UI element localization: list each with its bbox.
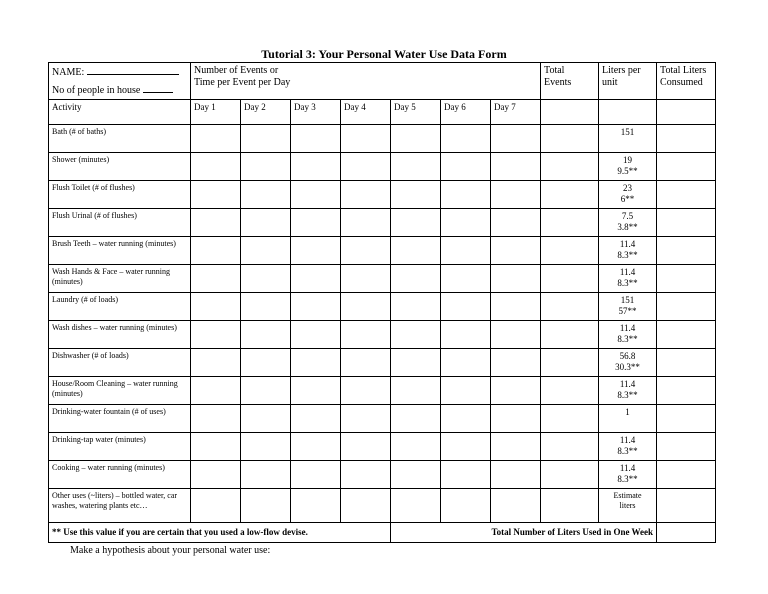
day-entry-cell[interactable]: [441, 461, 491, 489]
day-entry-cell[interactable]: [441, 349, 491, 377]
day-entry-cell[interactable]: [191, 321, 241, 349]
day-entry-cell[interactable]: [241, 181, 291, 209]
liters-per-unit-cell: [599, 489, 657, 523]
day-entry-cell[interactable]: [491, 405, 541, 433]
day-entry-cell[interactable]: [241, 265, 291, 293]
total-liters-cell[interactable]: [657, 433, 716, 461]
day-entry-cell[interactable]: [241, 489, 291, 523]
total-events-header: [541, 63, 599, 100]
low-flow-value: 8.3**: [617, 250, 638, 260]
day-header: Day 3: [291, 100, 341, 125]
day-entry-cell[interactable]: [341, 349, 391, 377]
liters-per-unit-cell: [599, 265, 657, 293]
day-entry-cell[interactable]: [241, 237, 291, 265]
day-entry-cell[interactable]: [391, 153, 441, 181]
day-entry-cell[interactable]: [191, 209, 241, 237]
day-entry-cell[interactable]: [241, 293, 291, 321]
liters-value: 11.4: [619, 267, 636, 277]
table-row: [49, 433, 716, 461]
header-row: [49, 63, 716, 100]
total-liters-cell[interactable]: [657, 265, 716, 293]
table-row: [49, 349, 716, 377]
day-entry-cell[interactable]: [291, 237, 341, 265]
activity-cell: Drinking-water fountain (# of uses): [49, 405, 191, 433]
total-liters-cell[interactable]: [657, 349, 716, 377]
day-header: Day 2: [241, 100, 291, 125]
day-entry-cell[interactable]: [391, 321, 441, 349]
day-entry-cell[interactable]: [341, 293, 391, 321]
footer-row: [49, 523, 716, 543]
events-header: [191, 63, 541, 100]
day-entry-cell[interactable]: [191, 405, 241, 433]
low-flow-value: liters: [619, 501, 636, 510]
total-liters-cell[interactable]: [657, 181, 716, 209]
day-entry-cell[interactable]: [441, 125, 491, 153]
column-header-row: [49, 100, 716, 125]
total-liters-line1: Total Liters: [660, 65, 707, 76]
total-events-cell[interactable]: [541, 125, 599, 153]
day-entry-cell[interactable]: [491, 125, 541, 153]
day-entry-cell[interactable]: [191, 153, 241, 181]
day-entry-cell[interactable]: [491, 461, 541, 489]
day-entry-cell[interactable]: [291, 153, 341, 181]
total-liters-line2: Consumed: [660, 77, 703, 88]
low-flow-value: 8.3**: [617, 334, 638, 344]
day-entry-cell[interactable]: [491, 237, 541, 265]
liters-per-unit-cell: [599, 153, 657, 181]
day-entry-cell[interactable]: [441, 377, 491, 405]
day-entry-cell[interactable]: [341, 237, 391, 265]
liters-unit-line2: unit: [602, 77, 618, 88]
day-entry-cell[interactable]: [391, 433, 441, 461]
total-liters-cell[interactable]: [657, 321, 716, 349]
day-entry-cell[interactable]: [241, 461, 291, 489]
activity-cell: Other uses (~liters) – bottled water, car washes, watering plants etc…: [49, 489, 191, 523]
day-entry-cell[interactable]: [491, 293, 541, 321]
events-header-line2: Time per Event per Day: [194, 77, 291, 88]
day-entry-cell[interactable]: [191, 349, 241, 377]
activity-cell: Wash Hands & Face – water running (minutes): [49, 265, 191, 293]
day-entry-cell[interactable]: [391, 489, 441, 523]
liters-value: 11.4: [619, 379, 636, 389]
low-flow-value: 3.8**: [617, 222, 638, 232]
liters-value: Estimate: [613, 491, 642, 500]
day-entry-cell[interactable]: [391, 181, 441, 209]
total-liters-cell[interactable]: [657, 237, 716, 265]
day-entry-cell[interactable]: [341, 405, 391, 433]
total-events-cell: [541, 100, 599, 125]
day-entry-cell[interactable]: [291, 293, 341, 321]
name-cell: [49, 63, 191, 100]
day-entry-cell[interactable]: [291, 405, 341, 433]
total-liters-cell[interactable]: [657, 209, 716, 237]
activity-cell: Laundry (# of loads): [49, 293, 191, 321]
day-entry-cell[interactable]: [441, 489, 491, 523]
day-entry-cell[interactable]: [441, 153, 491, 181]
total-events-cell[interactable]: [541, 489, 599, 523]
day-entry-cell[interactable]: [291, 209, 341, 237]
total-events-cell[interactable]: [541, 153, 599, 181]
low-flow-value: 8.3**: [617, 278, 638, 288]
day-entry-cell[interactable]: [491, 377, 541, 405]
day-entry-cell[interactable]: [241, 321, 291, 349]
day-header: Day 7: [491, 100, 541, 125]
total-liters-cell[interactable]: [657, 377, 716, 405]
table-row: [49, 489, 716, 523]
day-entry-cell[interactable]: [191, 293, 241, 321]
total-liters-cell[interactable]: [657, 153, 716, 181]
table-row: [49, 461, 716, 489]
day-header: Day 6: [441, 100, 491, 125]
liters-per-unit-cell: [599, 349, 657, 377]
day-entry-cell[interactable]: [391, 405, 441, 433]
day-entry-cell[interactable]: [241, 209, 291, 237]
form-title: Tutorial 3: Your Personal Water Use Data Form: [261, 47, 507, 61]
total-liters-cell[interactable]: [657, 489, 716, 523]
day-entry-cell[interactable]: [441, 321, 491, 349]
total-events-cell[interactable]: [541, 265, 599, 293]
day-entry-cell[interactable]: [441, 433, 491, 461]
day-entry-cell[interactable]: [491, 265, 541, 293]
people-label: No of people in house: [52, 85, 141, 96]
day-entry-cell[interactable]: [341, 181, 391, 209]
hypothesis-prompt: Make a hypothesis about your personal water use:: [70, 545, 271, 556]
liters-unit-line1: Liters per: [602, 65, 641, 76]
total-events-line2: Events: [544, 77, 572, 88]
day-entry-cell[interactable]: [441, 181, 491, 209]
day-entry-cell[interactable]: [441, 237, 491, 265]
day-entry-cell[interactable]: [491, 349, 541, 377]
activity-cell: House/Room Cleaning – water running (minutes): [49, 377, 191, 405]
total-events-line1: Total: [544, 65, 565, 76]
day-entry-cell[interactable]: [191, 377, 241, 405]
table-row: [49, 321, 716, 349]
day-entry-cell[interactable]: [291, 461, 341, 489]
day-entry-cell[interactable]: [341, 153, 391, 181]
day-entry-cell[interactable]: [191, 433, 241, 461]
table-row: [49, 125, 716, 153]
day-entry-cell[interactable]: [391, 237, 441, 265]
day-entry-cell[interactable]: [441, 293, 491, 321]
total-events-cell[interactable]: [541, 461, 599, 489]
day-entry-cell[interactable]: [491, 153, 541, 181]
low-flow-value: 57**: [618, 306, 637, 316]
day-entry-cell[interactable]: [241, 349, 291, 377]
weekly-total-label: Total Number of Liters Used in One Week: [391, 523, 657, 543]
total-events-cell[interactable]: [541, 405, 599, 433]
liters-per-unit-cell: [599, 181, 657, 209]
activity-cell: Cooking – water running (minutes): [49, 461, 191, 489]
liters-unit-header: [599, 63, 657, 100]
activity-cell: Wash dishes – water running (minutes): [49, 321, 191, 349]
day-entry-cell[interactable]: [491, 181, 541, 209]
day-entry-cell[interactable]: [491, 209, 541, 237]
total-events-cell[interactable]: [541, 181, 599, 209]
total-events-cell[interactable]: [541, 377, 599, 405]
day-entry-cell[interactable]: [391, 209, 441, 237]
day-entry-cell[interactable]: [391, 265, 441, 293]
liters-value: 11.4: [619, 435, 636, 445]
activity-cell: Dishwasher (# of loads): [49, 349, 191, 377]
total-events-cell[interactable]: [541, 321, 599, 349]
table-row: [49, 405, 716, 433]
day-entry-cell[interactable]: [391, 125, 441, 153]
day-entry-cell[interactable]: [191, 489, 241, 523]
liters-value: 1: [625, 407, 630, 417]
activity-cell: Bath (# of baths): [49, 125, 191, 153]
day-entry-cell[interactable]: [191, 461, 241, 489]
low-flow-value: 8.3**: [617, 446, 638, 456]
liters-value: 56.8: [619, 351, 636, 361]
day-entry-cell[interactable]: [491, 489, 541, 523]
low-flow-value: 9.5**: [617, 166, 638, 176]
activity-cell: Brush Teeth – water running (minutes): [49, 237, 191, 265]
day-entry-cell[interactable]: [341, 209, 391, 237]
liters-unit-cell: [599, 100, 657, 125]
day-entry-cell[interactable]: [491, 433, 541, 461]
water-use-table: [48, 62, 716, 543]
day-entry-cell[interactable]: [391, 461, 441, 489]
liters-per-unit-cell: [599, 321, 657, 349]
table-row: [49, 237, 716, 265]
day-entry-cell[interactable]: [391, 349, 441, 377]
day-entry-cell[interactable]: [191, 125, 241, 153]
activity-header: Activity: [49, 100, 191, 125]
liters-per-unit-cell: [599, 377, 657, 405]
day-entry-cell[interactable]: [441, 209, 491, 237]
name-label: NAME:: [52, 67, 85, 78]
total-events-cell[interactable]: [541, 349, 599, 377]
day-entry-cell[interactable]: [341, 377, 391, 405]
activity-cell: Drinking-tap water (minutes): [49, 433, 191, 461]
total-events-cell[interactable]: [541, 433, 599, 461]
liters-per-unit-cell: [599, 209, 657, 237]
day-entry-cell[interactable]: [191, 181, 241, 209]
day-entry-cell[interactable]: [291, 349, 341, 377]
activity-cell: Flush Urinal (# of flushes): [49, 209, 191, 237]
day-entry-cell[interactable]: [241, 153, 291, 181]
liters-value: 11.4: [619, 323, 636, 333]
day-entry-cell[interactable]: [391, 377, 441, 405]
activity-cell: Shower (minutes): [49, 153, 191, 181]
name-blank[interactable]: [87, 65, 179, 75]
table-row: [49, 181, 716, 209]
liters-per-unit-cell: [599, 293, 657, 321]
liters-per-unit-cell: [599, 405, 657, 433]
liters-per-unit-cell: [599, 237, 657, 265]
day-entry-cell[interactable]: [291, 321, 341, 349]
table-row: [49, 377, 716, 405]
day-entry-cell[interactable]: [341, 125, 391, 153]
liters-value: 11.4: [619, 463, 636, 473]
day-entry-cell[interactable]: [291, 265, 341, 293]
weekly-total-cell[interactable]: [657, 523, 716, 543]
day-entry-cell[interactable]: [341, 489, 391, 523]
day-entry-cell[interactable]: [291, 433, 341, 461]
day-entry-cell[interactable]: [491, 321, 541, 349]
day-header: Day 1: [191, 100, 241, 125]
events-header-line1: Number of Events or: [194, 65, 279, 76]
total-events-cell[interactable]: [541, 293, 599, 321]
day-entry-cell[interactable]: [241, 433, 291, 461]
day-entry-cell[interactable]: [191, 265, 241, 293]
total-liters-cell[interactable]: [657, 461, 716, 489]
table-row: [49, 293, 716, 321]
day-entry-cell[interactable]: [191, 237, 241, 265]
day-entry-cell[interactable]: [341, 461, 391, 489]
total-events-cell[interactable]: [541, 237, 599, 265]
day-entry-cell[interactable]: [341, 265, 391, 293]
day-entry-cell[interactable]: [291, 377, 341, 405]
table-row: [49, 153, 716, 181]
total-liters-cell[interactable]: [657, 125, 716, 153]
day-entry-cell[interactable]: [441, 405, 491, 433]
total-events-cell[interactable]: [541, 209, 599, 237]
day-entry-cell[interactable]: [391, 293, 441, 321]
liters-value: 151: [620, 295, 635, 305]
day-header: Day 4: [341, 100, 391, 125]
day-entry-cell[interactable]: [241, 125, 291, 153]
activity-cell: Flush Toilet (# of flushes): [49, 181, 191, 209]
day-header: Day 5: [391, 100, 441, 125]
total-liters-cell[interactable]: [657, 405, 716, 433]
total-liters-header: [657, 63, 716, 100]
day-entry-cell[interactable]: [241, 405, 291, 433]
liters-value: 23: [623, 183, 633, 193]
low-flow-value: 6**: [620, 194, 635, 204]
total-liters-cell[interactable]: [657, 293, 716, 321]
people-blank[interactable]: [143, 83, 173, 93]
total-liters-cell: [657, 100, 716, 125]
liters-value: 7.5: [621, 211, 634, 221]
liters-value: 11.4: [619, 239, 636, 249]
table-row: [49, 209, 716, 237]
day-entry-cell[interactable]: [291, 181, 341, 209]
liters-per-unit-cell: [599, 461, 657, 489]
liters-value: 19: [623, 155, 633, 165]
liters-per-unit-cell: [599, 433, 657, 461]
day-entry-cell[interactable]: [341, 321, 391, 349]
table-row: [49, 265, 716, 293]
day-entry-cell[interactable]: [441, 265, 491, 293]
day-entry-cell[interactable]: [241, 377, 291, 405]
day-entry-cell[interactable]: [291, 125, 341, 153]
low-flow-value: 8.3**: [617, 474, 638, 484]
day-entry-cell[interactable]: [341, 433, 391, 461]
low-flow-note: ** Use this value if you are certain that you used a low-flow devise.: [49, 523, 391, 543]
low-flow-value: 8.3**: [617, 390, 638, 400]
liters-value: 151: [620, 127, 635, 137]
low-flow-value: 30.3**: [615, 362, 640, 372]
day-entry-cell[interactable]: [291, 489, 341, 523]
liters-per-unit-cell: [599, 125, 657, 153]
